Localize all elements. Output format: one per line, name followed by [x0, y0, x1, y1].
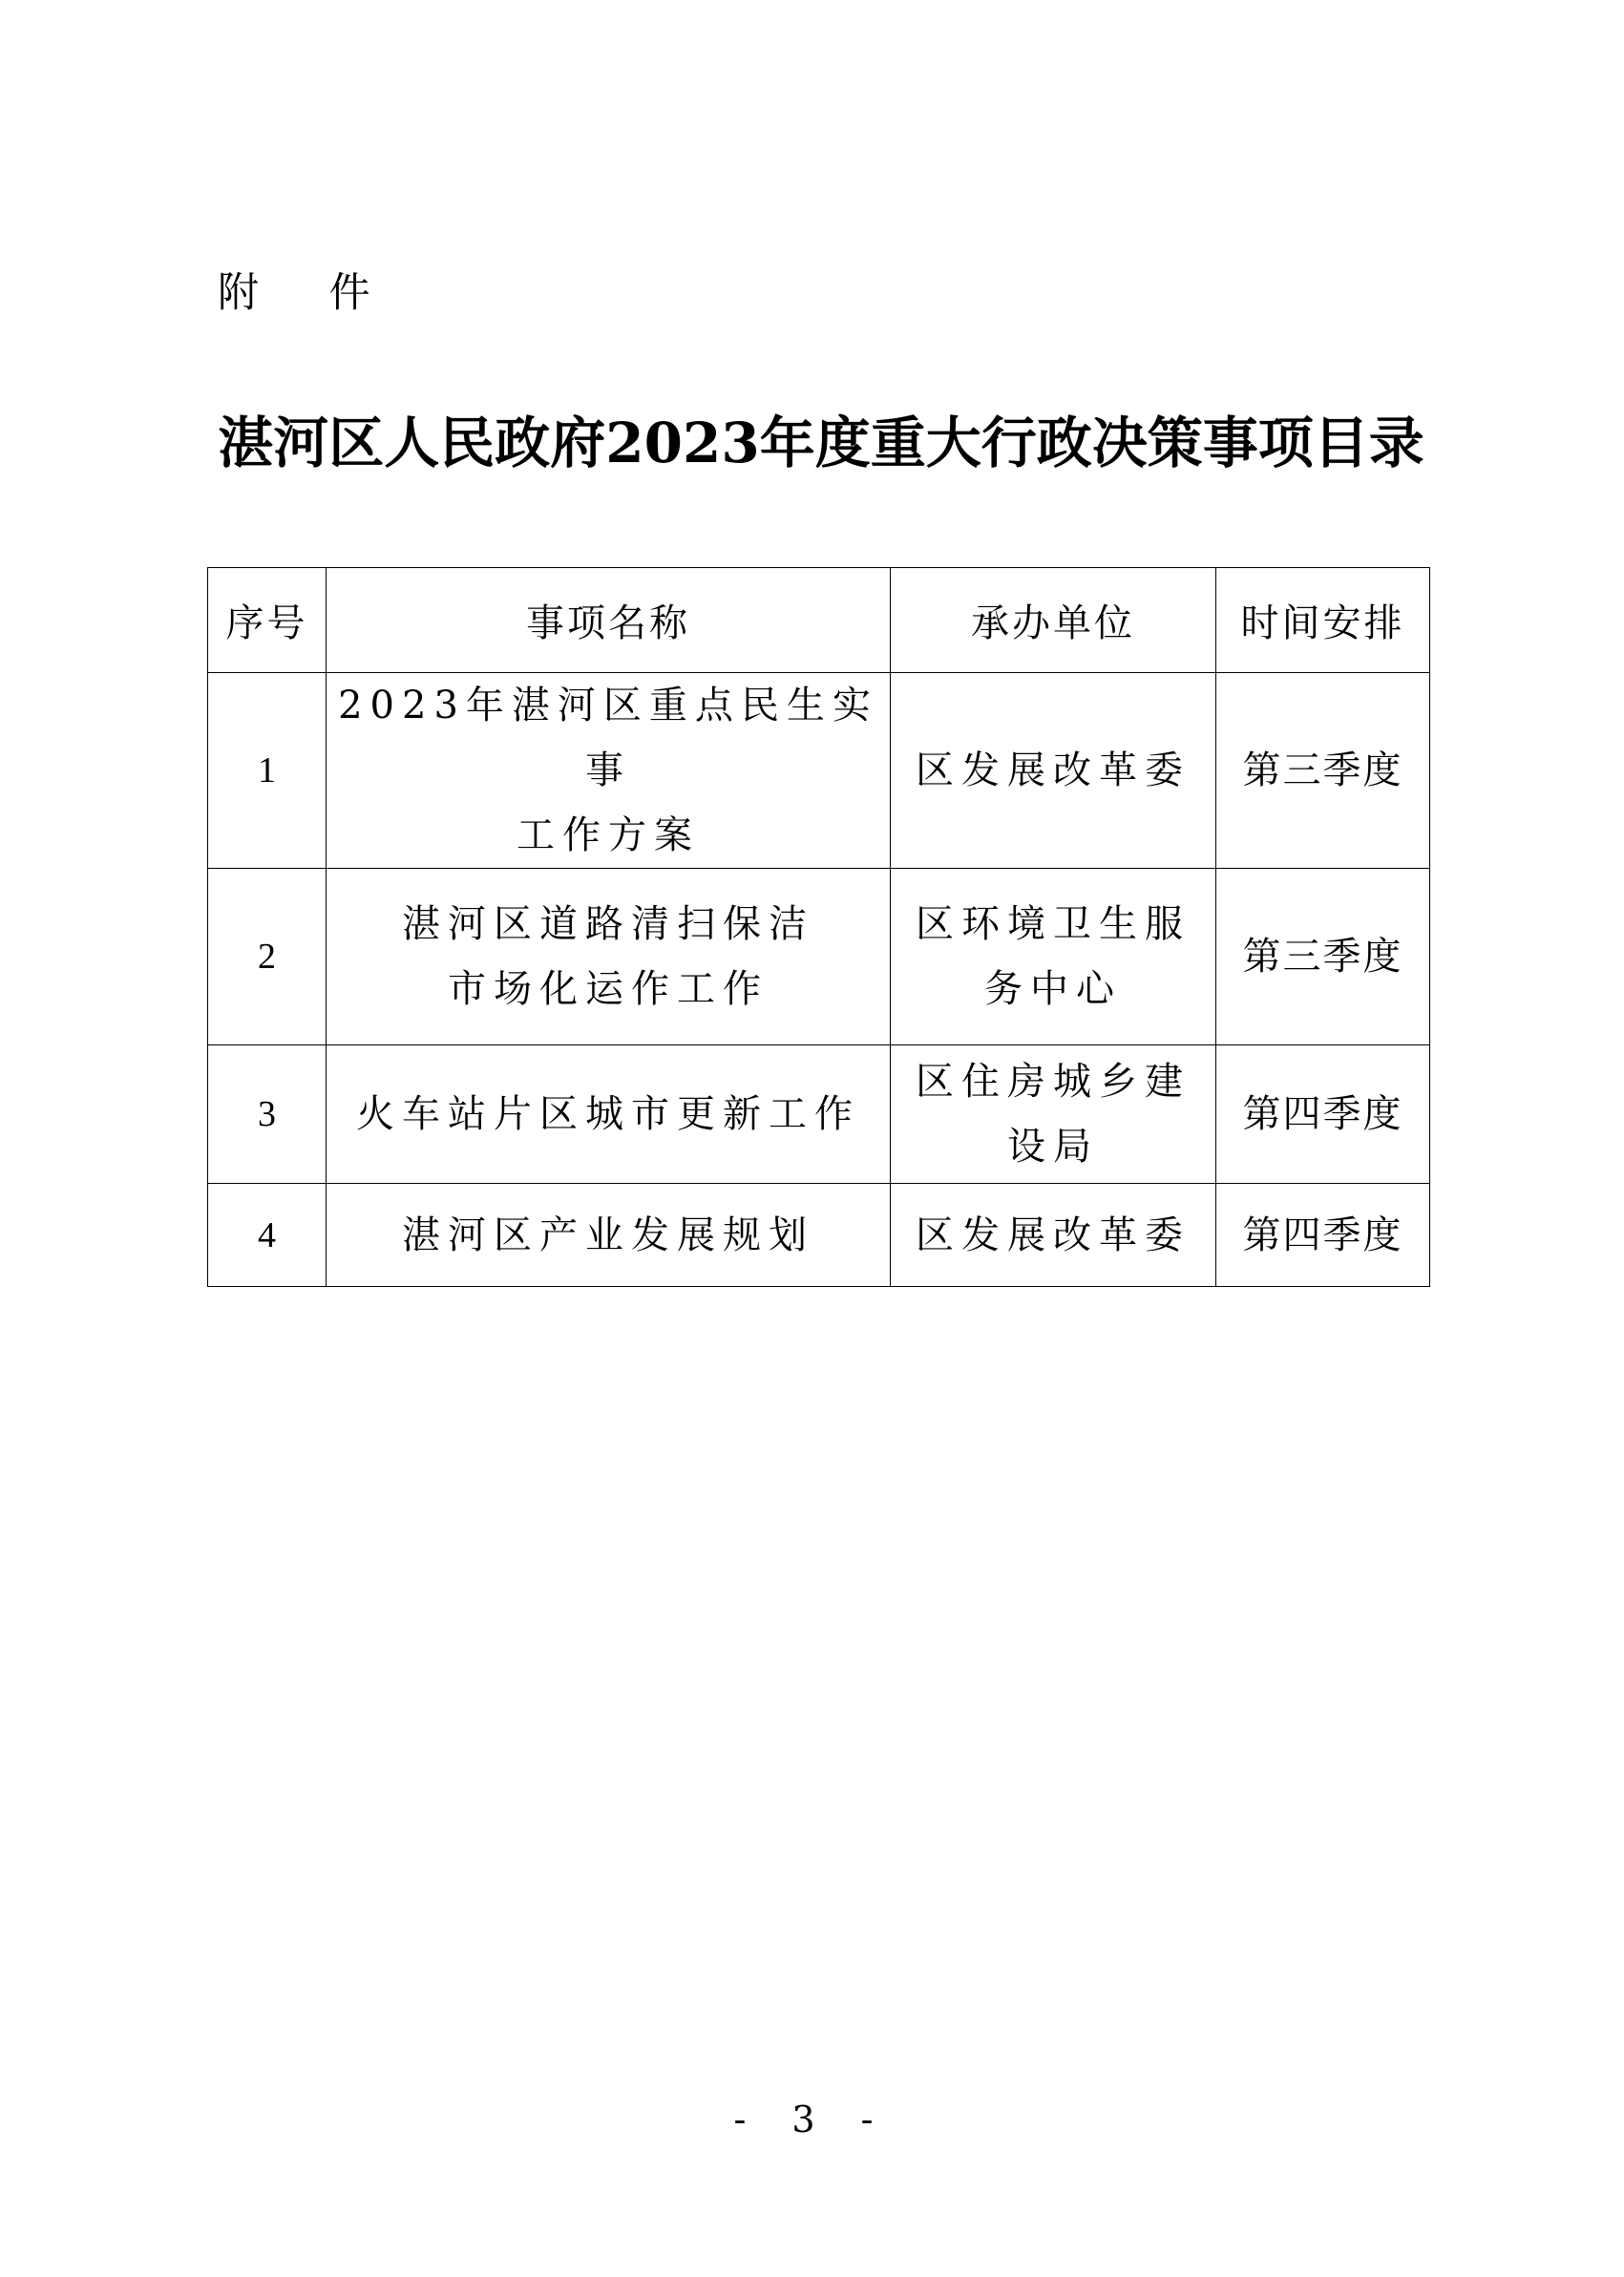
unit-line: 区发展改革委 — [916, 1212, 1191, 1257]
row-responsible-unit — [891, 869, 1216, 1045]
table-row — [208, 1184, 1430, 1287]
header-item-name: 事项名称 — [327, 568, 891, 673]
row-responsible-unit — [891, 1045, 1216, 1184]
row-seq: 1 — [208, 673, 327, 869]
unit-line: 设局 — [1007, 1125, 1099, 1169]
header-schedule: 时间安排 — [1216, 568, 1430, 673]
row-seq: 4 — [208, 1184, 327, 1287]
attachment-label: 附 件 — [218, 269, 399, 317]
row-schedule: 第四季度 — [1216, 1184, 1430, 1287]
item-name-line: 2023年湛河区重点民生实事 — [338, 684, 878, 792]
row-responsible-unit — [891, 1184, 1216, 1287]
row-schedule: 第三季度 — [1216, 869, 1430, 1045]
item-name-line: 湛河区产业发展规划 — [402, 1212, 814, 1257]
page-number: - 3 - — [733, 2098, 891, 2140]
row-item-name — [327, 1184, 891, 1287]
table-header-row — [208, 568, 1430, 673]
row-responsible-unit — [891, 673, 1216, 869]
row-seq: 3 — [208, 1045, 327, 1184]
row-schedule: 第三季度 — [1216, 673, 1430, 869]
unit-line: 区住房城乡建 — [916, 1060, 1191, 1104]
unit-line: 区环境卫生服 — [916, 902, 1191, 946]
decision-catalog-table — [207, 567, 1430, 1287]
table-row — [208, 869, 1430, 1045]
row-item-name — [327, 1045, 891, 1184]
unit-line: 区发展改革委 — [916, 748, 1191, 792]
row-item-name — [327, 673, 891, 869]
row-schedule: 第四季度 — [1216, 1045, 1430, 1184]
item-name-line: 市场化运作工作 — [448, 967, 769, 1011]
header-responsible-unit: 承办单位 — [891, 568, 1216, 673]
item-name-line: 工作方案 — [517, 813, 700, 857]
header-seq: 序号 — [208, 568, 327, 673]
item-name-line: 湛河区道路清扫保洁 — [402, 902, 814, 946]
unit-line: 务中心 — [984, 967, 1122, 1011]
item-name-line: 火车站片区城市更新工作 — [356, 1092, 860, 1136]
document-title: 湛河区人民政府2023年度重大行政决策事项目录 — [218, 411, 1424, 475]
table-row — [208, 673, 1430, 869]
table-row — [208, 1045, 1430, 1184]
row-item-name — [327, 869, 891, 1045]
row-seq: 2 — [208, 869, 327, 1045]
